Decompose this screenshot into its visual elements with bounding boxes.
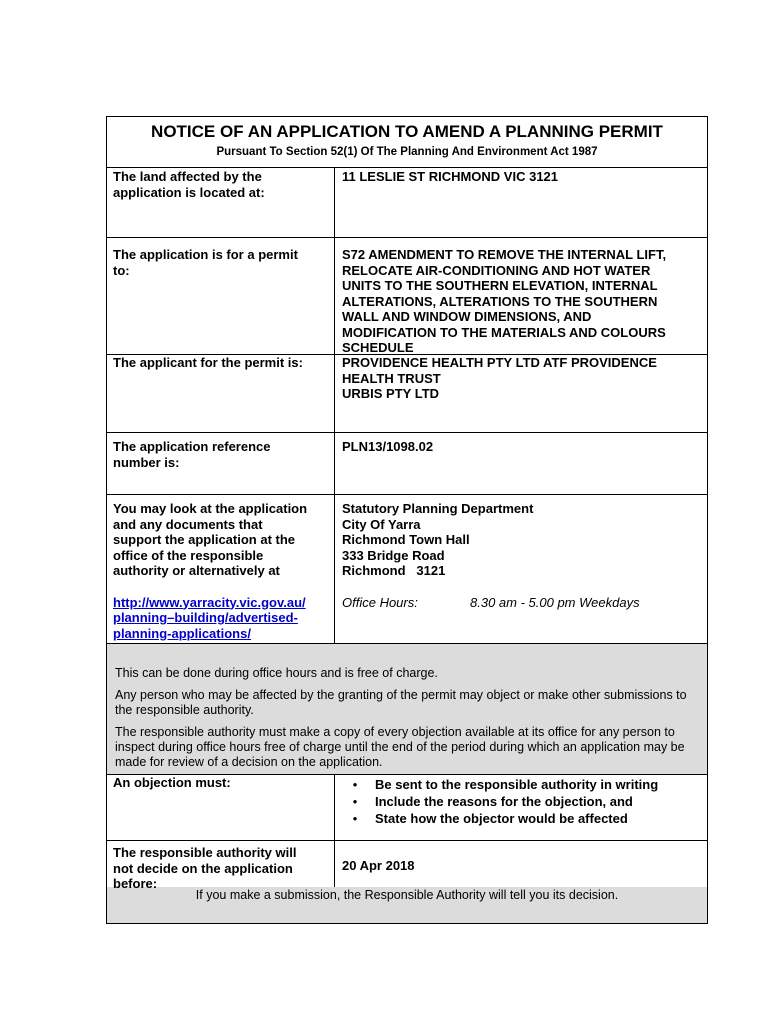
objection-requirements	[335, 775, 707, 840]
objection-row	[107, 775, 707, 841]
advertised-applications-link[interactable]: planning-applications/	[113, 625, 251, 641]
list-item: • State how the objector would be affected	[335, 811, 701, 828]
bullet-icon: •	[352, 777, 358, 792]
applicant-label: The applicant for the permit is:	[107, 355, 335, 432]
application-label: The application is for a permit to:	[107, 238, 335, 354]
reference-number: PLN13/1098.02	[342, 439, 434, 454]
applicant-value: PROVIDENCE HEALTH PTY LTD ATF PROVIDENCE HEALTH TRUST URBIS PTY LTD	[342, 355, 657, 401]
decision-row	[107, 841, 707, 891]
council-address: Statutory Planning Department City Of Yarra Richmond Town Hall 333 Bridge Road Richmond 3121 Office Hours: 8.30 am - 5.00 pm Weekdays	[335, 495, 707, 643]
land-row	[107, 168, 707, 238]
inspect-row	[107, 495, 707, 644]
notice-header	[107, 117, 707, 168]
application-row	[107, 238, 707, 354]
info-paragraph: Any person who may be affected by the granting of the permit may object or make other submissions to the responsible authority.	[115, 688, 687, 717]
bullet-icon: •	[352, 794, 358, 809]
notice-subtitle: Pursuant To Section 52(1) Of The Planning And Environment Act 1987	[216, 146, 598, 158]
objection-label: An objection must:	[107, 775, 335, 840]
decision-footer: If you make a submission, the Responsible Authority will tell you its decision.	[107, 887, 707, 923]
list-item: • Include the reasons for the objection, and	[335, 794, 701, 811]
land-value: 11 LESLIE ST RICHMOND VIC 3121	[342, 169, 559, 184]
land-label: The land affected by the application is located at:	[107, 168, 335, 237]
info-paragraph: This can be done during office hours and is free of charge.	[115, 666, 438, 680]
bullet-icon: •	[352, 811, 358, 826]
planning-notice	[106, 116, 708, 924]
office-hours-label: Office Hours:	[342, 594, 418, 610]
office-hours	[342, 595, 701, 611]
office-hours-value: 8.30 am - 5.00 pm Weekdays	[470, 594, 640, 610]
applicant-row	[107, 354, 707, 433]
info-paragraph: The responsible authority must make a copy of every objection available at its office for any person to inspect during office hours free of charge until the end of the period during which an application may be made for review of a decision on the application.	[115, 725, 685, 769]
list-item: • Be sent to the responsible authority in writing	[335, 777, 701, 794]
advertised-applications-link[interactable]: http://www.yarracity.vic.gov.au/	[113, 594, 306, 610]
application-value: S72 AMENDMENT TO REMOVE THE INTERNAL LIFT, RELOCATE AIR-CONDITIONING AND HOT WATER UNITS TO THE SOUTHERN ELEVATION, INTERNAL ALTERATIONS, ALTERATIONS TO THE SOUTHERN WALL AND WINDOW DIMENSIONS, AND MODIFICATION TO THE MATERIALS AND COLOURS SCHEDULE	[342, 247, 667, 355]
inspect-label: You may look at the application and any documents that support the application at the office of the responsible authority or alternatively at http://www.yarracity.vic.gov.au/ planning–building/advertised- planning-applications/	[107, 495, 335, 643]
notice-title: NOTICE OF AN APPLICATION TO AMEND A PLANNING PERMIT	[151, 122, 663, 141]
decision-date: 20 Apr 2018	[342, 858, 415, 873]
reference-label: The application reference number is:	[107, 433, 335, 494]
information-section	[107, 644, 707, 775]
advertised-applications-link[interactable]: planning–building/advertised-	[113, 610, 298, 625]
objection-list	[335, 775, 701, 828]
reference-row	[107, 433, 707, 495]
decision-label: The responsible authority will not decide on the application before:	[107, 841, 335, 887]
